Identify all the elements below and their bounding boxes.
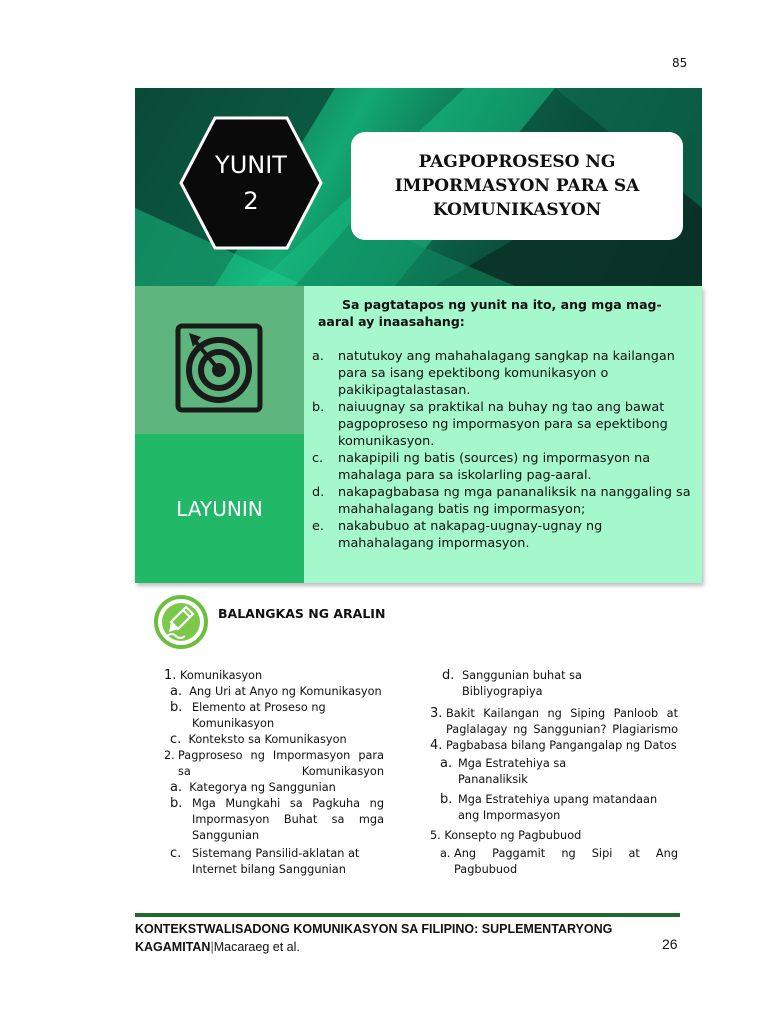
unit-title: PAGPOPROSESO NG IMPORMASYON PARA SA KOMUNIKASYON xyxy=(394,152,640,220)
objective-item: d. nakapagbabasa ng mga pananaliksik na nanggaling sa mahahalagang batis ng impormasyon; xyxy=(312,485,691,517)
outline-item: b. Mga Estratehiya upang matandaan ang Impormasyon xyxy=(440,792,658,822)
unit-title-box xyxy=(351,132,683,240)
outline-title: BALANGKAS NG ARALIN xyxy=(218,606,386,621)
outline-item: c. Sistemang Pansilid-aklatan at Internet bilang Sanggunian xyxy=(170,846,360,876)
outline-item: 3. Bakit Kailangan ng Siping Panloob at Paglalagay ng Sanggunian? Plagiarismo xyxy=(430,706,678,736)
objective-item: c. nakapipili ng batis (sources) ng impormasyon na mahalaga para sa iskolarling pag-aaral. xyxy=(312,451,651,483)
objective-item: e. nakabubuo at nakapag-uugnay-ugnay ng mahahalagang impormasyon. xyxy=(312,519,603,551)
objectives-icon-cell xyxy=(135,286,304,434)
objectives-intro: Sa pagtatapos ng yunit na ito, ang mga mag-aaral ay inaasahang: xyxy=(318,297,662,329)
outline-item: c. Konteksto sa Komunikasyon xyxy=(170,732,347,747)
objectives-section xyxy=(135,286,702,583)
unit-label xyxy=(179,116,323,250)
outline-left-column xyxy=(164,668,384,878)
footer-authors: Macaraeg et al. xyxy=(213,940,300,954)
objective-item: b. naiuugnay sa praktikal na buhay ng tao ang bawat pagpoproseso ng impormasyon para sa epektibong komunikasyon. xyxy=(312,400,668,449)
outline-item: 5. Konsepto ng Pagbubuod xyxy=(430,829,582,842)
outline-item: a. Mga Estratehiya sa Pananaliksik xyxy=(440,756,567,786)
objectives-label: LAYUNIN xyxy=(176,496,263,521)
unit-banner xyxy=(135,88,702,286)
objectives-list xyxy=(312,348,696,552)
page-number-bottom: 26 xyxy=(662,936,678,952)
outline-item: 1. Komunikasyon xyxy=(164,668,263,683)
pencil-icon xyxy=(153,592,209,652)
objectives-label-cell xyxy=(135,434,304,583)
outline-item: 4. Pagbabasa bilang Pangangalap ng Datos xyxy=(430,738,677,753)
footer-rule xyxy=(135,913,680,917)
outline-item: a. Kategorya ng Sanggunian xyxy=(170,780,336,795)
outline-item: a. Ang Uri at Anyo ng Komunikasyon xyxy=(170,684,382,699)
footer-text xyxy=(135,920,680,956)
unit-word: YUNIT xyxy=(215,151,287,179)
target-icon xyxy=(175,323,263,413)
footer-book-title-line1: KONTEKSTWALISADONG KOMUNIKASYON SA FILIPINO: SUPLEMENTARYONG xyxy=(135,922,613,936)
outline-item: a. Ang Paggamit ng Sipi at Ang Pagbubuod xyxy=(440,847,678,876)
page-number-top: 85 xyxy=(672,56,688,70)
outline-item: b. Elemento at Proseso ng Komunikasyon xyxy=(170,700,326,730)
outline-right-column xyxy=(430,668,678,878)
objectives-text-panel xyxy=(304,286,702,583)
unit-number: 2 xyxy=(243,187,259,215)
outline-item: 2. Pagproseso ng Impormasyon para sa Komunikasyon xyxy=(164,749,384,778)
outline-item: b. Mga Mungkahi sa Pagkuha ng Impormasyon Buhat sa mga Sanggunian xyxy=(170,796,384,842)
objective-item: a. natutukoy ang mahahalagang sangkap na kailangan para sa isang epektibong komunikasyon o pakikipagtalastasan. xyxy=(312,349,675,398)
outline-item: d. Sanggunian buhat sa Bibliyograpiya xyxy=(442,668,582,698)
footer-book-title-line2: KAGAMITAN|Macaraeg et al. xyxy=(135,940,300,954)
